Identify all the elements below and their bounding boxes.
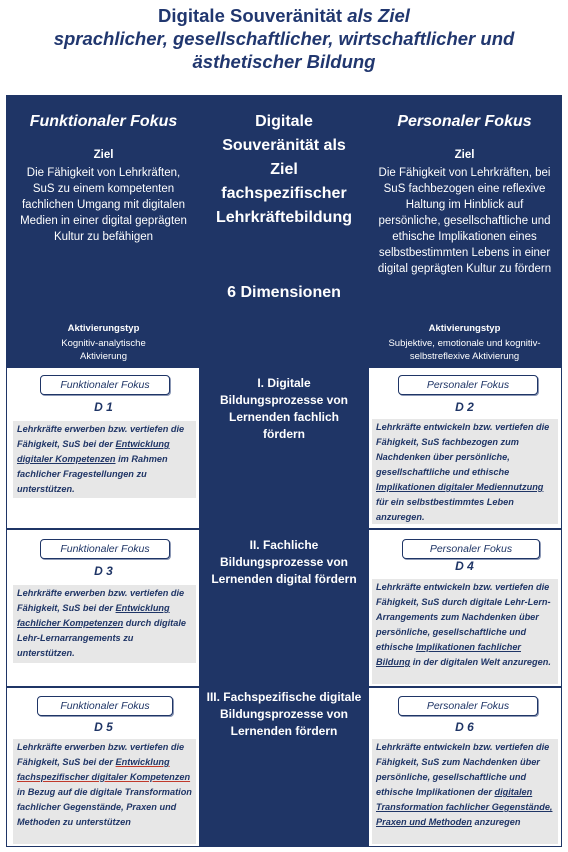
- row-3-right-pill: Personaler Fokus: [398, 696, 538, 716]
- row-2-left-pill: Funktionaler Fokus: [40, 539, 170, 559]
- grid-divider-header: [7, 366, 561, 368]
- row-2-right-text-a: Lehrkräfte entwickeln bzw. vertiefen die Fähigkeit, SuS durch digitale Lehr-Lern-Arrangements zum Nachdenken über persönliche, gesellschaftliche und ethische: [376, 582, 551, 652]
- header-left-goal-label: Ziel: [93, 149, 114, 161]
- row-3-right-description: [372, 739, 558, 844]
- row-1-left-text-a: Lehrkräfte erwerben bzw. vertiefen die Fähigkeit, SuS bei der: [17, 424, 185, 449]
- row-1-left-cell: [7, 367, 200, 529]
- row-3-left-text-a: Lehrkräfte erwerben bzw. vertiefen die Fähigkeit, SuS bei der: [17, 742, 185, 767]
- row-2-right-cell: [368, 529, 561, 687]
- row-1-right-dimension: D 2: [455, 400, 474, 414]
- row-3-center-title: III. Fachspezifische digitale Bildungsprozesse von Lernenden fördern: [206, 690, 362, 738]
- header-left-activation-text: Kognitiv-analytische Aktivierung: [61, 338, 146, 362]
- title-line-1-plain: Digitale Souveränität: [158, 5, 348, 26]
- header-left-title: Funktionaler Fokus: [29, 113, 178, 130]
- row-3-center-cell: [200, 687, 368, 846]
- row-2-left-text-a: Lehrkräfte erwerben bzw. vertiefen die Fähigkeit, SuS bei der: [17, 588, 185, 613]
- header-center-cell: [200, 96, 368, 367]
- title-line-1-italic: als Ziel: [347, 5, 410, 26]
- header-right-activation-label: Aktivierungstyp: [428, 323, 501, 334]
- row-1-center-cell: [200, 367, 368, 529]
- row-3-right-cell: [368, 687, 561, 846]
- header-right-title: Personaler Fokus: [397, 113, 532, 130]
- row-2-center-title: II. Fachliche Bildungsprozesse von Lernenden digital fördern: [211, 538, 357, 586]
- row-1-left-text-b: im Rahmen fachlicher Fragestellungen zu unterstützen.: [17, 454, 168, 494]
- row-2-right-dimension: D 4: [455, 559, 474, 573]
- row-3-left-text-underlined: Entwicklung fachspezifischer digitaler Kompetenzen: [17, 757, 191, 782]
- row-2-right-description: [372, 579, 558, 684]
- row-2-left-text-b: durch digitale Lehr-Lernarrangements zu unterstützen.: [17, 618, 186, 658]
- row-1-right-description: [372, 419, 558, 524]
- row-3-left-cell: [7, 687, 200, 846]
- header-right-cell: [368, 96, 561, 367]
- header-left-cell: [7, 96, 200, 367]
- row-2-left-cell: [7, 529, 200, 687]
- row-2-left-dimension: D 3: [94, 564, 113, 578]
- row-1-left-dimension: D 1: [94, 400, 113, 414]
- row-1-left-text-underlined: Entwicklung digitaler Kompetenzen: [17, 439, 170, 464]
- row-2-left-description: [13, 585, 196, 663]
- row-1-right-text-a: Lehrkräfte entwickeln bzw. vertiefen die Fähigkeit, SuS fachbezogen zum Nachdenken über persönliche, gesellschaftliche und ethische: [376, 422, 550, 477]
- grid-divider-right: [367, 96, 369, 846]
- header-right-goal-text: Die Fähigkeit von Lehrkräften, bei SuS fachbezogen eine reflexive Haltung im Hinblick auf persönliche, gesellschaftliche und ethische Implikationen eines selbstbestimmten Lebens in einer digital geprägten Kultur zu fördern: [377, 167, 552, 275]
- header-left-goal-text: Die Fähigkeit von Lehrkräften, SuS zu einem kompetenten fachlichen Umgang mit digitalen Medien in einer digital geprägten Kultur zu befähigen: [20, 167, 187, 243]
- row-3-right-dimension: D 6: [455, 720, 474, 734]
- row-2-left-text-underlined: Entwicklung fachlicher Kompetenzen: [17, 603, 170, 628]
- row-1-right-text-b: für ein selbstbestimmtes Leben anzuregen.: [376, 497, 514, 522]
- row-1-left-pill: Funktionaler Fokus: [40, 375, 170, 395]
- title-line-3: ästhetischer Bildung: [192, 51, 376, 72]
- header-right-goal-label: Ziel: [454, 149, 475, 161]
- row-3-left-description: [13, 739, 196, 844]
- diagram-title: [0, 4, 568, 73]
- dimensions-grid: [6, 95, 562, 847]
- row-2-right-pill: Personaler Fokus: [402, 539, 540, 559]
- header-center-title: Digitale Souveränität als Ziel fachspezifischer Lehrkräftebildung: [215, 113, 352, 226]
- header-right-activation-text: Subjektive, emotionale und kognitiv-selbstreflexive Aktivierung: [388, 338, 541, 362]
- row-1-right-text-underlined: Implikationen digitaler Mediennutzung: [376, 482, 544, 492]
- title-line-1: [0, 4, 568, 27]
- row-1-right-pill: Personaler Fokus: [398, 375, 538, 395]
- row-2-right-text-b: in der digitalen Welt anzuregen.: [410, 657, 551, 667]
- header-left-activation-label: Aktivierungstyp: [67, 323, 140, 334]
- row-2-right-text-underlined: Implikationen fachlicher Bildung: [376, 642, 521, 667]
- title-line-2: sprachlicher, gesellschaftlicher, wirtschaftlicher und: [53, 28, 515, 49]
- row-3-right-text-b: anzuregen: [471, 817, 521, 827]
- row-3-left-dimension: D 5: [94, 720, 113, 734]
- row-2-center-cell: [200, 529, 368, 687]
- row-1-center-title: I. Digitale Bildungsprozesse von Lernenden fachlich fördern: [219, 376, 349, 441]
- header-center-dimensions: 6 Dimensionen: [227, 284, 341, 301]
- row-3-right-text-a: Lehrkräfte entwickeln bzw. vertiefen die Fähigkeit, SuS zum Nachdenken über persönliche, gesellschaftliche und ethische Implikationen der: [376, 742, 550, 797]
- row-3-right-text-underlined: digitalen Transformation fachlicher Gegenstände, Praxen und Methoden: [376, 787, 553, 827]
- grid-divider-row-2: [7, 686, 561, 688]
- row-1-right-cell: [368, 367, 561, 529]
- row-1-left-description: [13, 421, 196, 498]
- row-3-left-text-b: in Bezug auf die digitale Transformation fachlicher Gegenstände, Praxen und Methoden zu unterstützen: [17, 787, 192, 827]
- row-3-left-pill: Funktionaler Fokus: [37, 696, 173, 716]
- grid-divider-row-1: [7, 528, 561, 530]
- grid-divider-left: [199, 96, 201, 846]
